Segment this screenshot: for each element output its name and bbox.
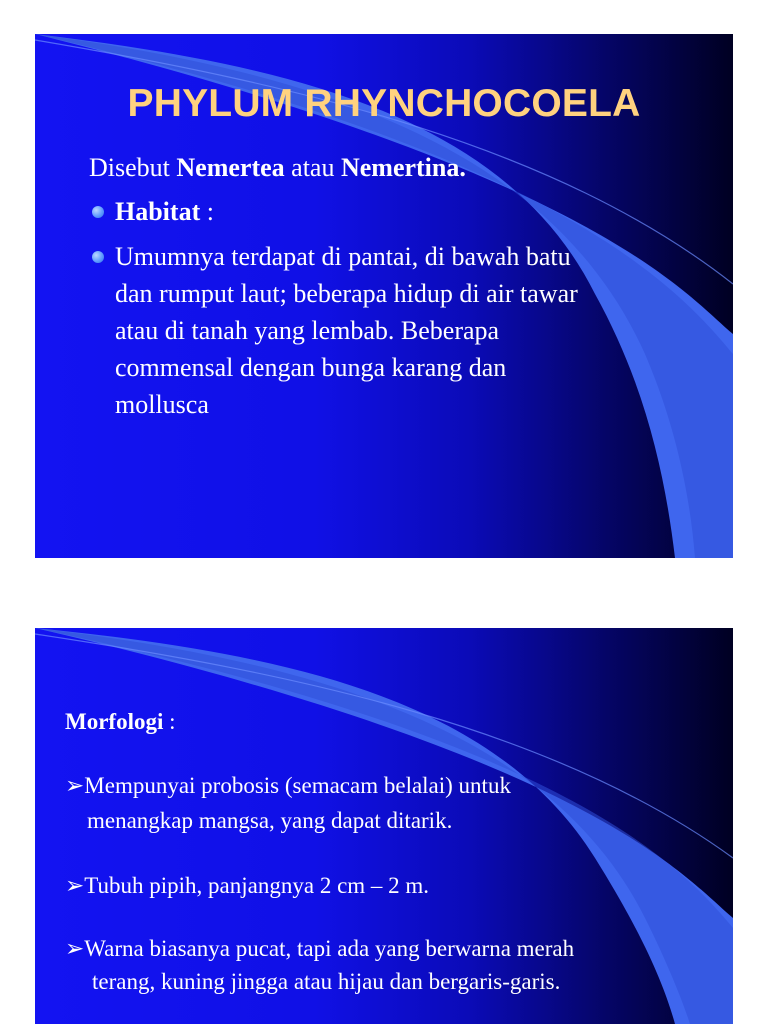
list-item: ➢Mempunyai probosis (semacam belalai) untuk xyxy=(65,773,511,798)
name-nemertina: Nemertina. xyxy=(340,153,466,182)
bullet-icon xyxy=(92,206,104,218)
list-item: ➢Tubuh pipih, panjangnya 2 cm – 2 m. xyxy=(65,873,430,898)
list-item-continuation: menangkap mangsa, yang dapat ditarik. xyxy=(87,808,453,833)
list-item-continuation: terang, kuning jingga atau hijau dan bergaris-garis. xyxy=(92,969,561,994)
habitat-heading: Habitat : xyxy=(115,197,214,226)
habitat-body-line: Umumnya terdapat di pantai, di bawah batu xyxy=(115,242,571,271)
arrow-bullet-icon: ➢ xyxy=(65,773,85,798)
slide-title: PHYLUM RHYNCHOCOELA xyxy=(127,82,641,125)
intro-line: Disebut Nemertea atau Nemertina. xyxy=(89,153,466,182)
habitat-body-line: commensal dengan bunga karang dan xyxy=(115,353,507,382)
habitat-body-line: atau di tanah yang lembab. Beberapa xyxy=(115,316,500,345)
habitat-body-line: dan rumput laut; beberapa hidup di air tawar xyxy=(115,279,578,308)
habitat-body-line: mollusca xyxy=(115,390,209,419)
arrow-bullet-icon: ➢ xyxy=(65,873,85,898)
arrow-bullet-icon: ➢ xyxy=(65,936,85,961)
name-nemertea: Nemertea xyxy=(176,153,285,182)
bullet-icon xyxy=(92,251,104,263)
list-item: ➢Warna biasanya pucat, tapi ada yang berwarna merah xyxy=(65,936,575,961)
morfologi-heading: Morfologi : xyxy=(65,709,176,734)
slide-2 xyxy=(35,628,733,1024)
slide-1 xyxy=(35,34,733,558)
